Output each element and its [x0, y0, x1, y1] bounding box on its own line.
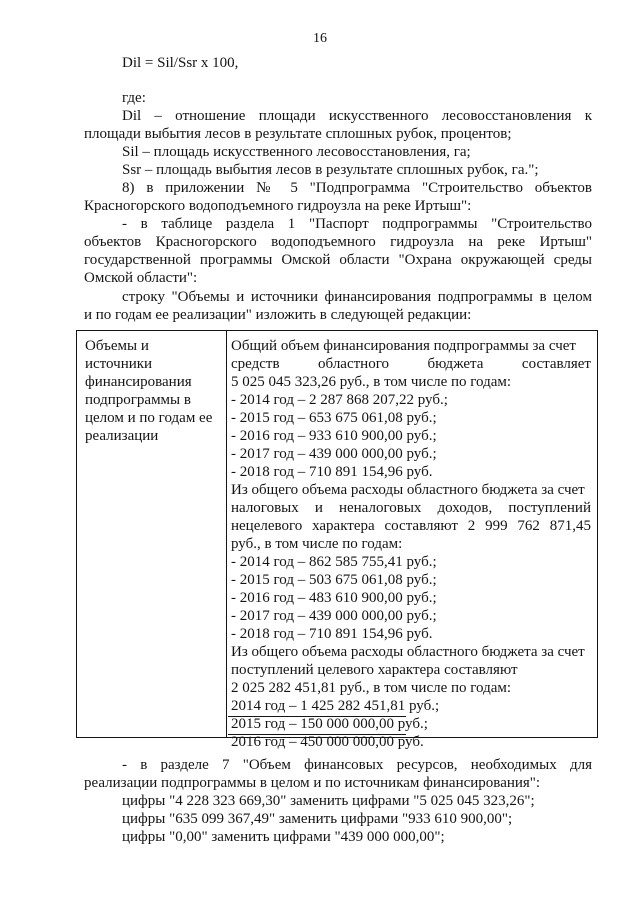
right-cell-line: 2 025 282 451,81 руб., в том числе по годам:: [231, 680, 512, 696]
where-label: где:: [122, 90, 146, 106]
item-8-line: 8) в приложении № 5 "Подпрограмма "Строительство объектов: [122, 180, 592, 196]
definition-line: Ssr – площадь выбытия лесов в результате сплошных рубок, га.";: [122, 162, 539, 178]
right-cell-line: - 2014 год – 2 287 868 207,22 руб.;: [231, 392, 448, 408]
replacement-line: цифры "635 099 367,49" заменить цифрами "933 610 900,00";: [122, 811, 513, 827]
definition-line: площади выбытия лесов в результате сплошных рубок, процентов;: [84, 126, 512, 142]
right-cell-line: - 2016 год – 483 610 900,00 руб.;: [231, 590, 437, 606]
formula: Dil = Sil/Ssr x 100,: [122, 55, 239, 71]
right-cell-line: - 2015 год – 503 675 061,08 руб.;: [231, 572, 437, 588]
right-cell-line: руб., в том числе по годам:: [231, 536, 403, 552]
right-cell-line: нецелевого характера составляют 2 999 762 871,45: [231, 518, 591, 534]
right-cell-line: 5 025 045 323,26 руб., в том числе по годам:: [231, 374, 512, 390]
left-cell-line: финансирования: [85, 374, 192, 390]
right-cell-line: Из общего объема расходы областного бюджета за счет: [231, 644, 585, 660]
right-cell-line: 2016 год – 450 000 000,00 руб.: [231, 734, 424, 750]
page-number: 16: [313, 31, 327, 46]
right-cell-line: - 2016 год – 933 610 900,00 руб.;: [231, 428, 437, 444]
table-intro-line: объектов Красногорского водоподъемного гидроузла на реке Иртыш": [84, 234, 592, 250]
replacement-line: цифры "0,00" заменить цифрами "439 000 000,00";: [122, 829, 445, 845]
table-intro-line: государственной программы Омской области "Охрана окружающей среды: [84, 252, 592, 268]
right-cell-line: - 2015 год – 653 675 061,08 руб.;: [231, 410, 437, 426]
table-intro-line: - в таблице раздела 1 "Паспорт подпрограммы "Строительство: [122, 216, 592, 232]
replacement-line: цифры "4 228 323 669,30" заменить цифрами "5 025 045 323,26";: [122, 793, 535, 809]
left-cell-line: подпрограммы в: [85, 392, 191, 408]
right-cell-line: - 2014 год – 862 585 755,41 руб.;: [231, 554, 437, 570]
table-intro-line: Омской области":: [84, 270, 198, 286]
right-cell-line: - 2017 год – 439 000 000,00 руб.;: [231, 446, 437, 462]
table-column-divider: [226, 331, 227, 737]
section-7-line: реализации подпрограммы в целом и по источникам финансирования":: [84, 775, 541, 791]
right-cell-line: Общий объем финансирования подпрограммы за счет: [231, 338, 576, 354]
right-cell-line: 2014 год – 1 425 282 451,81 руб.;: [231, 698, 440, 714]
right-cell-line: налоговых и неналоговых доходов, поступлений: [231, 500, 591, 516]
left-cell-line: целом и по годам ее: [85, 410, 213, 426]
right-cell-line: - 2018 год – 710 891 154,96 руб.: [231, 626, 433, 642]
right-cell-line: средств областного бюджета составляет: [231, 356, 591, 372]
cell-rule: [228, 716, 406, 717]
section-7-line: - в разделе 7 "Объем финансовых ресурсов, необходимых для: [122, 757, 592, 773]
right-cell-line: 2015 год – 150 000 000,00 руб.;: [231, 716, 428, 732]
left-cell-line: источники: [85, 356, 153, 372]
definition-line: Dil – отношение площади искусственного лесовосстановления к: [122, 108, 592, 124]
right-cell-line: - 2018 год – 710 891 154,96 руб.: [231, 464, 433, 480]
row-intro-line: и по годам ее реализации" изложить в следующей редакции:: [84, 307, 472, 323]
left-cell-line: реализации: [85, 428, 159, 444]
cell-rule: [228, 734, 406, 735]
definition-line: Sil – площадь искусственного лесовосстановления, га;: [122, 144, 471, 160]
right-cell-line: поступлений целевого характера составляют: [231, 662, 518, 678]
row-intro-line: строку "Объемы и источники финансирования подпрограммы в целом: [122, 289, 592, 305]
right-cell-line: Из общего объема расходы областного бюджета за счет: [231, 482, 585, 498]
right-cell-line: - 2017 год – 439 000 000,00 руб.;: [231, 608, 437, 624]
left-cell-line: Объемы и: [85, 338, 149, 354]
financing-table: [76, 330, 598, 750]
item-8-line: Красногорского водоподъемного гидроузла на реке Иртыш":: [84, 198, 472, 214]
